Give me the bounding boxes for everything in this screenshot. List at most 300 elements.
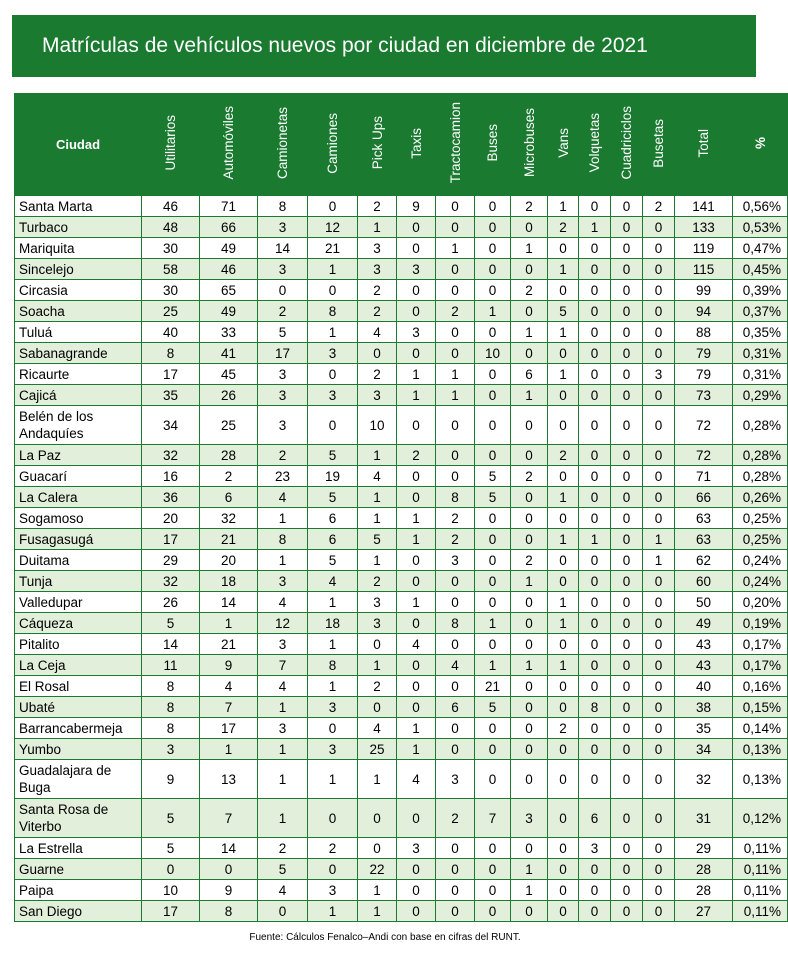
table-row <box>15 322 788 343</box>
value-cell: 1 <box>258 697 308 718</box>
value-cell: 0 <box>436 466 475 487</box>
value-cell: 8 <box>579 697 611 718</box>
value-cell: 3 <box>397 322 436 343</box>
value-cell: 1 <box>258 550 308 571</box>
value-cell: 0 <box>436 571 475 592</box>
value-cell: 13 <box>200 760 258 799</box>
column-header-label: Utilitarios <box>163 115 178 171</box>
value-cell: 0 <box>611 571 643 592</box>
value-cell: 0 <box>643 385 675 406</box>
value-cell: 0 <box>579 322 611 343</box>
value-cell: 0 <box>511 508 548 529</box>
city-cell: Turbaco <box>15 217 142 238</box>
total-cell: 115 <box>675 259 733 280</box>
value-cell: 5 <box>475 466 511 487</box>
table-row <box>15 634 788 655</box>
value-cell: 3 <box>308 697 358 718</box>
value-cell: 1 <box>548 322 579 343</box>
value-cell: 0 <box>579 364 611 385</box>
column-header-label: Tractocamion <box>447 102 463 184</box>
value-cell: 0 <box>579 385 611 406</box>
value-cell: 6 <box>200 487 258 508</box>
value-cell: 3 <box>142 739 200 760</box>
city-cell: Circasia <box>15 280 142 301</box>
total-cell: 49 <box>675 613 733 634</box>
value-cell: 1 <box>397 739 436 760</box>
city-cell: San Diego <box>15 901 142 922</box>
city-cell: Fusagasugá <box>15 529 142 550</box>
city-cell: Belén de los Andaquíes <box>15 406 142 445</box>
value-cell: 1 <box>258 760 308 799</box>
value-cell: 3 <box>358 613 397 634</box>
value-cell: 0 <box>511 838 548 859</box>
value-cell: 1 <box>643 550 675 571</box>
value-cell: 2 <box>358 571 397 592</box>
value-cell: 3 <box>397 838 436 859</box>
value-cell: 0 <box>475 196 511 217</box>
percent-cell: 0,11% <box>733 838 788 859</box>
value-cell: 45 <box>200 364 258 385</box>
value-cell: 3 <box>308 880 358 901</box>
value-cell: 0 <box>548 406 579 445</box>
value-cell: 0 <box>579 760 611 799</box>
column-header-camionetas <box>258 94 308 196</box>
total-cell: 35 <box>675 718 733 739</box>
value-cell: 49 <box>200 238 258 259</box>
value-cell: 1 <box>308 634 358 655</box>
value-cell: 46 <box>200 259 258 280</box>
value-cell: 0 <box>611 529 643 550</box>
value-cell: 1 <box>258 508 308 529</box>
value-cell: 1 <box>308 676 358 697</box>
city-cell: Paipa <box>15 880 142 901</box>
percent-cell: 0,24% <box>733 550 788 571</box>
value-cell: 2 <box>548 217 579 238</box>
value-cell: 0 <box>397 697 436 718</box>
value-cell: 0 <box>475 571 511 592</box>
value-cell: 0 <box>397 799 436 838</box>
value-cell: 66 <box>200 217 258 238</box>
value-cell: 30 <box>142 280 200 301</box>
value-cell: 1 <box>200 739 258 760</box>
percent-cell: 0,25% <box>733 508 788 529</box>
value-cell: 1 <box>511 385 548 406</box>
value-cell: 1 <box>358 487 397 508</box>
value-cell: 7 <box>200 799 258 838</box>
city-cell: Sogamoso <box>15 508 142 529</box>
value-cell: 8 <box>200 901 258 922</box>
value-cell: 0 <box>397 406 436 445</box>
value-cell: 0 <box>579 550 611 571</box>
value-cell: 0 <box>643 838 675 859</box>
value-cell: 17 <box>142 901 200 922</box>
value-cell: 3 <box>511 799 548 838</box>
table-row <box>15 697 788 718</box>
value-cell: 26 <box>142 592 200 613</box>
value-cell: 1 <box>358 880 397 901</box>
value-cell: 16 <box>142 466 200 487</box>
column-header-cuadriciclos <box>611 94 643 196</box>
percent-cell: 0,25% <box>733 529 788 550</box>
value-cell: 0 <box>436 406 475 445</box>
value-cell: 0 <box>436 322 475 343</box>
value-cell: 3 <box>258 571 308 592</box>
value-cell: 0 <box>548 697 579 718</box>
value-cell: 12 <box>258 613 308 634</box>
value-cell: 0 <box>643 592 675 613</box>
total-cell: 27 <box>675 901 733 922</box>
percent-cell: 0,24% <box>733 571 788 592</box>
value-cell: 0 <box>643 799 675 838</box>
city-cell: La Paz <box>15 445 142 466</box>
column-header-label: Automóviles <box>221 106 236 180</box>
percent-cell: 0,35% <box>733 322 788 343</box>
value-cell: 0 <box>475 592 511 613</box>
value-cell: 0 <box>643 280 675 301</box>
value-cell: 0 <box>436 196 475 217</box>
value-cell: 1 <box>548 487 579 508</box>
value-cell: 0 <box>475 838 511 859</box>
value-cell: 0 <box>579 859 611 880</box>
value-cell: 0 <box>511 343 548 364</box>
value-cell: 6 <box>308 508 358 529</box>
value-cell: 0 <box>511 739 548 760</box>
value-cell: 1 <box>475 301 511 322</box>
percent-cell: 0,19% <box>733 613 788 634</box>
value-cell: 32 <box>200 508 258 529</box>
value-cell: 0 <box>611 280 643 301</box>
value-cell: 0 <box>475 280 511 301</box>
value-cell: 1 <box>200 613 258 634</box>
value-cell: 0 <box>579 280 611 301</box>
value-cell: 21 <box>200 529 258 550</box>
value-cell: 0 <box>475 901 511 922</box>
column-header-volquetas <box>579 94 611 196</box>
value-cell: 0 <box>475 550 511 571</box>
total-cell: 28 <box>675 859 733 880</box>
table-row <box>15 259 788 280</box>
value-cell: 8 <box>308 301 358 322</box>
city-cell: Sincelejo <box>15 259 142 280</box>
value-cell: 33 <box>200 322 258 343</box>
total-cell: 66 <box>675 487 733 508</box>
value-cell: 0 <box>436 838 475 859</box>
value-cell: 0 <box>643 739 675 760</box>
value-cell: 0 <box>611 613 643 634</box>
value-cell: 0 <box>475 385 511 406</box>
column-header-label: Volquetas <box>587 113 602 173</box>
value-cell: 0 <box>611 322 643 343</box>
value-cell: 3 <box>258 406 308 445</box>
value-cell: 1 <box>308 760 358 799</box>
value-cell: 1 <box>548 259 579 280</box>
total-cell: 38 <box>675 697 733 718</box>
value-cell: 0 <box>579 718 611 739</box>
percent-cell: 0,45% <box>733 259 788 280</box>
registrations-table <box>14 93 788 922</box>
table-row <box>15 718 788 739</box>
value-cell: 0 <box>579 445 611 466</box>
value-cell: 0 <box>397 343 436 364</box>
percent-cell: 0,47% <box>733 238 788 259</box>
value-cell: 0 <box>397 655 436 676</box>
column-header-ciudad <box>15 94 142 196</box>
value-cell: 3 <box>258 718 308 739</box>
value-cell: 0 <box>611 799 643 838</box>
value-cell: 14 <box>258 238 308 259</box>
value-cell: 26 <box>200 385 258 406</box>
value-cell: 0 <box>643 343 675 364</box>
value-cell: 3 <box>258 217 308 238</box>
value-cell: 4 <box>258 592 308 613</box>
value-cell: 1 <box>475 613 511 634</box>
value-cell: 1 <box>511 238 548 259</box>
table-row <box>15 655 788 676</box>
value-cell: 0 <box>548 901 579 922</box>
value-cell: 8 <box>142 343 200 364</box>
value-cell: 2 <box>436 529 475 550</box>
value-cell: 0 <box>475 508 511 529</box>
column-header-pick-ups <box>358 94 397 196</box>
total-cell: 60 <box>675 571 733 592</box>
value-cell: 32 <box>142 571 200 592</box>
city-cell: Tunja <box>15 571 142 592</box>
value-cell: 1 <box>308 901 358 922</box>
value-cell: 0 <box>611 385 643 406</box>
column-header-utilitarios <box>142 94 200 196</box>
value-cell: 2 <box>358 196 397 217</box>
value-cell: 8 <box>142 697 200 718</box>
column-header-label: % <box>752 136 768 149</box>
total-cell: 94 <box>675 301 733 322</box>
city-cell: Guacarí <box>15 466 142 487</box>
column-header-label: Pick Ups <box>369 116 385 170</box>
value-cell: 11 <box>142 655 200 676</box>
city-cell: Cajicá <box>15 385 142 406</box>
value-cell: 21 <box>200 634 258 655</box>
value-cell: 0 <box>548 634 579 655</box>
value-cell: 0 <box>548 343 579 364</box>
percent-cell: 0,31% <box>733 343 788 364</box>
value-cell: 0 <box>611 676 643 697</box>
value-cell: 0 <box>436 280 475 301</box>
total-cell: 28 <box>675 880 733 901</box>
value-cell: 22 <box>358 859 397 880</box>
value-cell: 1 <box>511 571 548 592</box>
value-cell: 10 <box>358 406 397 445</box>
value-cell: 2 <box>548 718 579 739</box>
value-cell: 0 <box>397 217 436 238</box>
value-cell: 0 <box>548 550 579 571</box>
value-cell: 0 <box>475 718 511 739</box>
value-cell: 0 <box>643 508 675 529</box>
table-row <box>15 760 788 799</box>
value-cell: 0 <box>579 613 611 634</box>
value-cell: 0 <box>511 676 548 697</box>
value-cell: 18 <box>308 613 358 634</box>
value-cell: 9 <box>200 655 258 676</box>
value-cell: 0 <box>643 487 675 508</box>
value-cell: 0 <box>308 406 358 445</box>
value-cell: 1 <box>397 718 436 739</box>
total-cell: 88 <box>675 322 733 343</box>
table-row <box>15 529 788 550</box>
value-cell: 17 <box>200 718 258 739</box>
value-cell: 41 <box>200 343 258 364</box>
header-row <box>15 94 788 196</box>
value-cell: 0 <box>611 550 643 571</box>
total-cell: 62 <box>675 550 733 571</box>
value-cell: 0 <box>643 445 675 466</box>
value-cell: 3 <box>308 739 358 760</box>
percent-cell: 0,17% <box>733 655 788 676</box>
value-cell: 0 <box>611 859 643 880</box>
value-cell: 0 <box>643 613 675 634</box>
value-cell: 58 <box>142 259 200 280</box>
value-cell: 2 <box>511 196 548 217</box>
value-cell: 0 <box>611 259 643 280</box>
percent-cell: 0,26% <box>733 487 788 508</box>
column-header-label: Camionetas <box>275 106 290 180</box>
value-cell: 0 <box>511 406 548 445</box>
value-cell: 17 <box>142 529 200 550</box>
total-cell: 141 <box>675 196 733 217</box>
value-cell: 17 <box>258 343 308 364</box>
percent-cell: 0,11% <box>733 901 788 922</box>
table-row <box>15 238 788 259</box>
value-cell: 0 <box>548 739 579 760</box>
table-body <box>15 196 788 922</box>
value-cell: 9 <box>200 880 258 901</box>
table-row <box>15 406 788 445</box>
total-cell: 72 <box>675 406 733 445</box>
value-cell: 0 <box>358 697 397 718</box>
value-cell: 0 <box>611 364 643 385</box>
value-cell: 0 <box>643 880 675 901</box>
table-row <box>15 739 788 760</box>
value-cell: 29 <box>142 550 200 571</box>
total-cell: 79 <box>675 364 733 385</box>
value-cell: 0 <box>511 529 548 550</box>
value-cell: 6 <box>308 529 358 550</box>
value-cell: 0 <box>511 487 548 508</box>
value-cell: 0 <box>475 259 511 280</box>
table-row <box>15 592 788 613</box>
total-cell: 29 <box>675 838 733 859</box>
value-cell: 1 <box>511 880 548 901</box>
value-cell: 1 <box>548 613 579 634</box>
value-cell: 0 <box>475 364 511 385</box>
value-cell: 1 <box>258 739 308 760</box>
total-cell: 31 <box>675 799 733 838</box>
value-cell: 0 <box>579 634 611 655</box>
value-cell: 0 <box>511 301 548 322</box>
table-row <box>15 508 788 529</box>
value-cell: 6 <box>511 364 548 385</box>
value-cell: 4 <box>397 760 436 799</box>
city-cell: Soacha <box>15 301 142 322</box>
table-row <box>15 364 788 385</box>
value-cell: 3 <box>258 259 308 280</box>
value-cell: 5 <box>358 529 397 550</box>
value-cell: 1 <box>511 322 548 343</box>
city-cell: Valledupar <box>15 592 142 613</box>
value-cell: 4 <box>397 634 436 655</box>
value-cell: 0 <box>511 445 548 466</box>
total-cell: 71 <box>675 466 733 487</box>
value-cell: 0 <box>358 799 397 838</box>
value-cell: 2 <box>511 550 548 571</box>
table-row <box>15 799 788 838</box>
value-cell: 0 <box>397 859 436 880</box>
value-cell: 2 <box>258 838 308 859</box>
value-cell: 0 <box>436 217 475 238</box>
value-cell: 5 <box>142 799 200 838</box>
column-header-label: Vans <box>555 128 571 158</box>
value-cell: 5 <box>308 487 358 508</box>
value-cell: 71 <box>200 196 258 217</box>
value-cell: 34 <box>142 406 200 445</box>
value-cell: 14 <box>142 634 200 655</box>
column-header-label: Busetas <box>651 118 666 168</box>
value-cell: 0 <box>308 718 358 739</box>
value-cell: 8 <box>142 676 200 697</box>
value-cell: 0 <box>643 697 675 718</box>
value-cell: 3 <box>358 592 397 613</box>
column-header-total <box>675 94 733 196</box>
total-cell: 99 <box>675 280 733 301</box>
city-cell: La Calera <box>15 487 142 508</box>
value-cell: 0 <box>579 466 611 487</box>
value-cell: 2 <box>358 676 397 697</box>
percent-cell: 0,15% <box>733 697 788 718</box>
value-cell: 0 <box>643 655 675 676</box>
value-cell: 40 <box>142 322 200 343</box>
value-cell: 0 <box>548 280 579 301</box>
value-cell: 1 <box>436 364 475 385</box>
percent-cell: 0,14% <box>733 718 788 739</box>
value-cell: 17 <box>142 364 200 385</box>
total-cell: 119 <box>675 238 733 259</box>
value-cell: 4 <box>258 676 308 697</box>
percent-cell: 0,56% <box>733 196 788 217</box>
value-cell: 36 <box>142 487 200 508</box>
value-cell: 4 <box>436 655 475 676</box>
value-cell: 0 <box>611 838 643 859</box>
value-cell: 0 <box>548 385 579 406</box>
value-cell: 0 <box>475 634 511 655</box>
value-cell: 0 <box>436 859 475 880</box>
value-cell: 0 <box>436 445 475 466</box>
value-cell: 2 <box>436 799 475 838</box>
value-cell: 0 <box>611 634 643 655</box>
table-row <box>15 838 788 859</box>
percent-cell: 0,28% <box>733 445 788 466</box>
value-cell: 0 <box>579 259 611 280</box>
percent-cell: 0,53% <box>733 217 788 238</box>
column-header-busetas <box>643 94 675 196</box>
value-cell: 3 <box>258 634 308 655</box>
value-cell: 0 <box>643 217 675 238</box>
value-cell: 0 <box>579 196 611 217</box>
value-cell: 2 <box>358 280 397 301</box>
value-cell: 0 <box>611 592 643 613</box>
value-cell: 3 <box>436 550 475 571</box>
column-header-label: Ciudad <box>55 137 101 152</box>
value-cell: 0 <box>475 880 511 901</box>
value-cell: 1 <box>358 217 397 238</box>
table-row <box>15 676 788 697</box>
